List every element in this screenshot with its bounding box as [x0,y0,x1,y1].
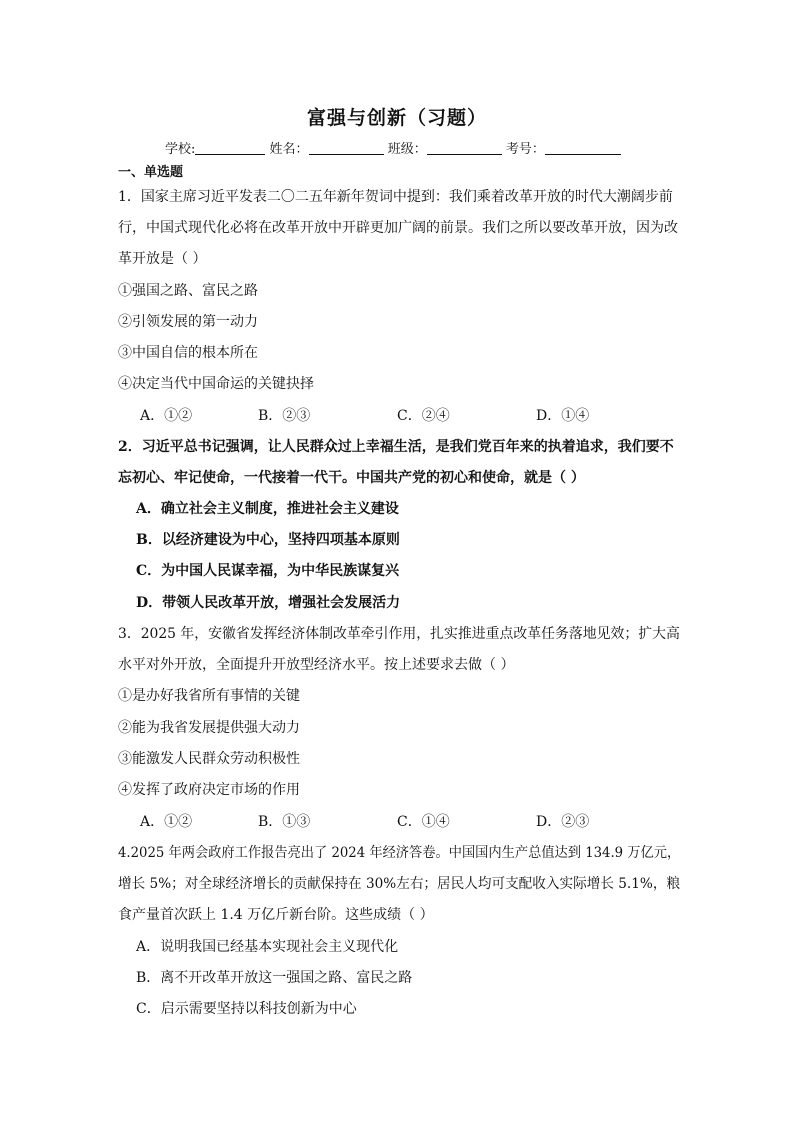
page-title: 富强与创新（习题） [306,107,487,129]
class-label: 班级： [387,142,427,157]
choice-b[interactable]: B．以经济建设为中心，坚持四项基本原则 [136,532,400,548]
option-d[interactable]: D．②③ [536,814,590,830]
school-blank[interactable] [195,140,265,155]
choice-a[interactable]: A．说明我国已经基本实现社会主义现代化 [136,939,399,955]
number-blank[interactable] [545,140,621,155]
question-text-line: 忘初心、牢记使命，一代接着一代干。中国共产党的初心和使命，就是（ ） [118,470,585,486]
option-d[interactable]: D．①④ [536,408,590,424]
question-text-line: 行，中国式现代化必将在改革开放中开辟更加广阔的前景。我们之所以要改革开放，因为改 [118,220,678,236]
question-text-line: 1．国家主席习近平发表二〇二五年新年贺词中提到：我们乘着改革开放的时代大潮阔步前 [118,189,673,205]
statement-item: ②引领发展的第一动力 [118,314,258,330]
statement-item: ③中国自信的根本所在 [118,345,258,361]
choice-b[interactable]: B．离不开改革开放这一强国之路、富民之路 [136,970,413,986]
choice-d[interactable]: D．带领人民改革开放，增强社会发展活力 [136,595,401,611]
statement-item: ③能激发人民群众劳动积极性 [118,751,300,767]
question-text-line: 水平对外开放，全面提升开放型经济水平。按上述要求去做（ ） [118,657,515,673]
question-text-line: 2．习近平总书记强调，让人民群众过上幸福生活，是我们党百年来的执着追求，我们要不 [118,439,674,455]
student-info-line [165,138,621,157]
question-text-line: 增长 5%；对全球经济增长的贡献保持在 30%左右；居民人均可支配收入实际增长 5.1%，粮 [118,876,681,892]
statement-item: ②能为我省发展提供强大动力 [118,720,300,736]
statement-item: ④发挥了政府决定市场的作用 [118,782,300,798]
option-a[interactable]: A．①② [140,408,193,424]
school-label: 学校: [165,142,196,157]
choice-c[interactable]: C．为中国人民谋幸福，为中华民族谋复兴 [136,563,400,579]
option-c[interactable]: C．②④ [397,408,450,424]
option-c[interactable]: C．①④ [397,814,450,830]
option-b[interactable]: B．①③ [258,814,311,830]
statement-item: ①强国之路、富民之路 [118,283,258,299]
question-text-line: 食产量首次跃上 1.4 万亿斤新台阶。这些成绩（ ） [118,907,434,923]
choice-c[interactable]: C．启示需要坚持以科技创新为中心 [136,1001,357,1017]
section-title: 一、单选题 [118,165,184,180]
question-text-line: 革开放是（ ） [118,251,207,267]
name-blank[interactable] [309,140,384,155]
question-text-line: 3．2025 年，安徽省发挥经济体制改革牵引作用，扎实推进重点改革任务落地见效；扩大高 [118,626,680,642]
name-label: 姓名： [269,142,309,157]
number-label: 考号： [505,142,545,157]
choice-a[interactable]: A．确立社会主义制度，推进社会主义建设 [136,501,399,517]
statement-item: ①是办好我省所有事情的关键 [118,688,300,704]
question-text-line: 4.2025 年两会政府工作报告亮出了 2024 年经济答卷。中国国内生产总值达到 134.9 万亿元， [118,845,681,861]
statement-item: ④决定当代中国命运的关键抉择 [118,376,314,392]
option-a[interactable]: A．①② [140,814,193,830]
class-blank[interactable] [427,140,502,155]
option-b[interactable]: B．②③ [258,408,311,424]
